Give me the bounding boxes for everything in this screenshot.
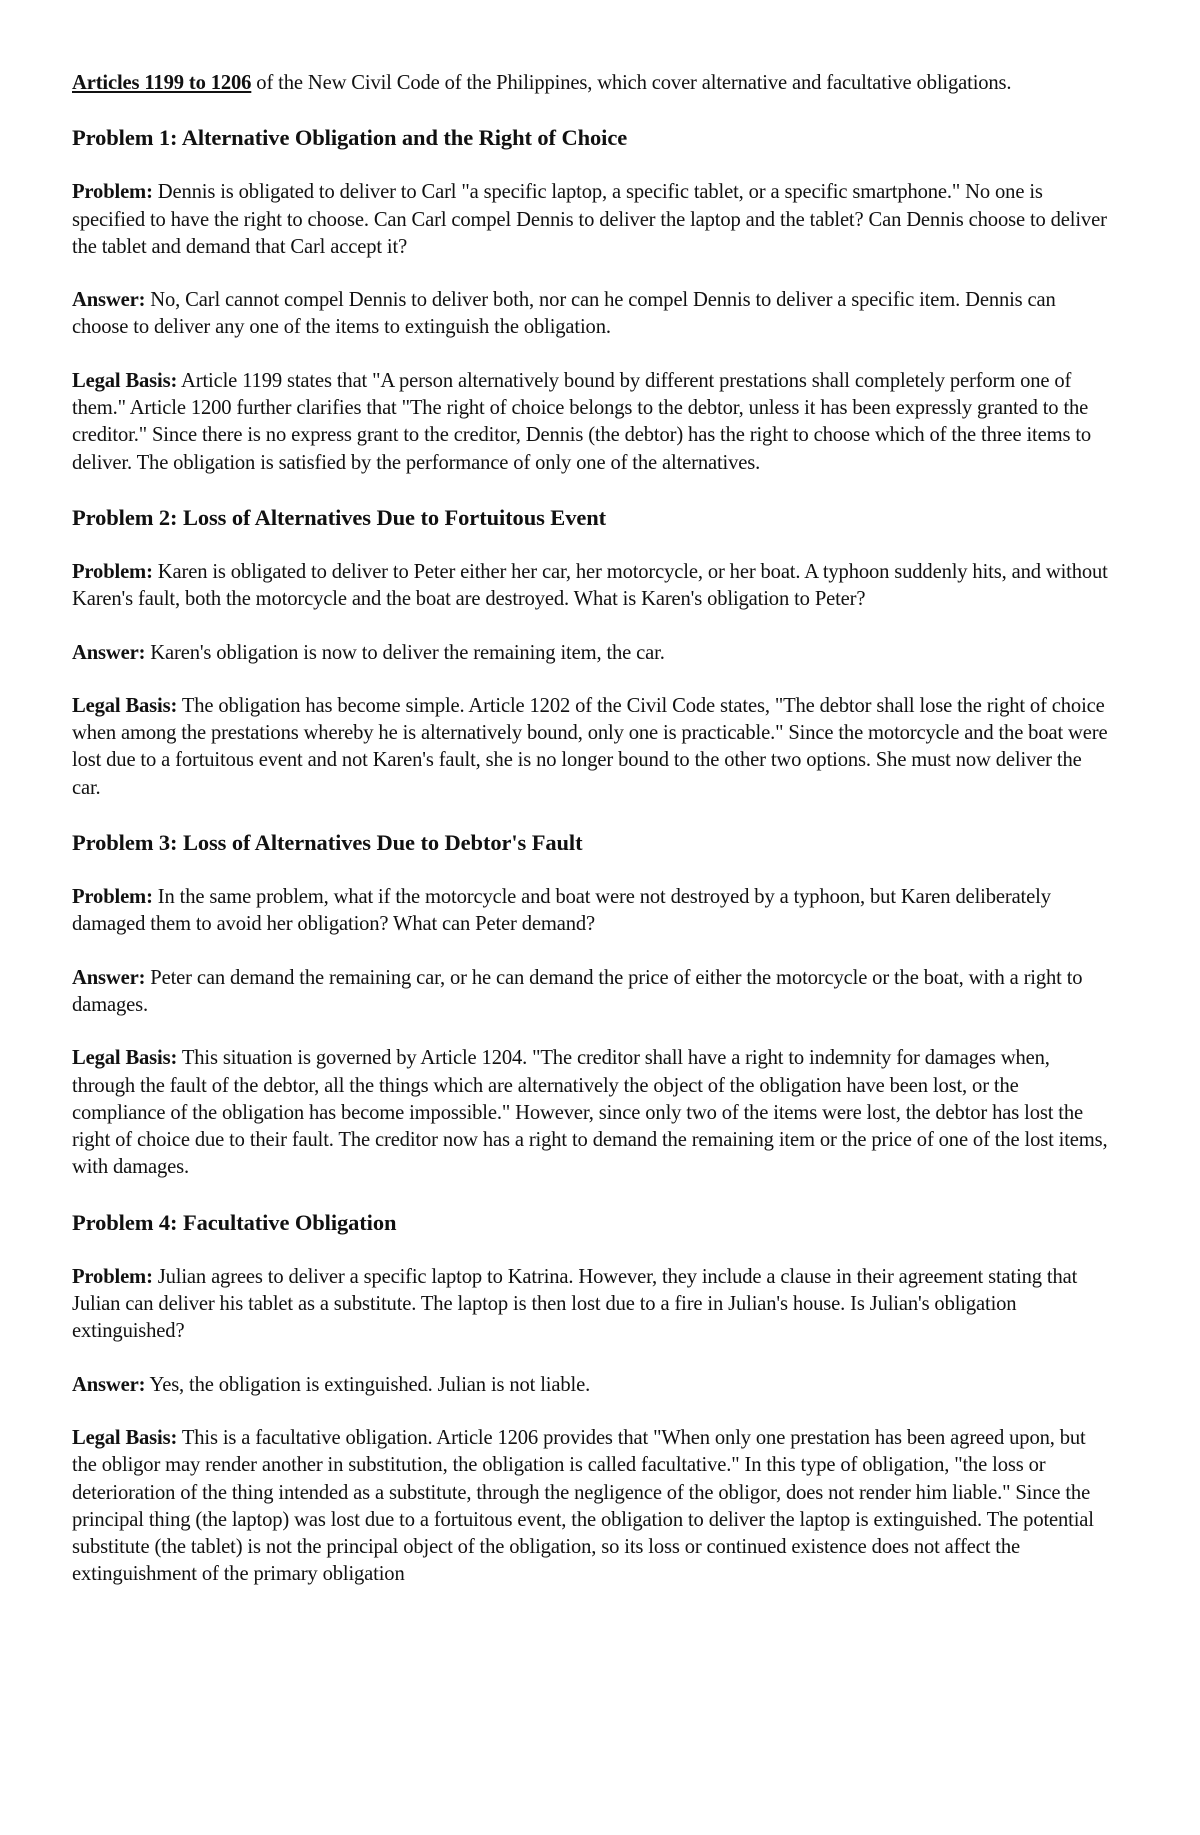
- legal-basis-label: Legal Basis:: [72, 369, 178, 392]
- legal-basis-label: Legal Basis:: [72, 694, 178, 717]
- legal-basis-paragraph: [72, 368, 1112, 477]
- intro-paragraph: [72, 70, 1112, 97]
- legal-basis-label: Legal Basis:: [72, 1047, 178, 1070]
- problem-heading: Problem 3: Loss of Alternatives Due to Debtor's Fault: [72, 830, 583, 856]
- answer-text: Karen's obligation is now to deliver the remaining item, the car.: [145, 641, 665, 664]
- answer-text: No, Carl cannot compel Dennis to deliver both, nor can he compel Dennis to deliver a specific item. Dennis can choose to deliver any one of the items to extinguish the obligation.: [72, 289, 1056, 339]
- legal-basis-text: The obligation has become simple. Article 1202 of the Civil Code states, "The debtor shall lose the right of choice when among the prestations whereby he is alternatively bound, only one is practicable." Since the motorcycle and the boat were lost due to a fortuitous event and not Karen's fault, she is no longer bound to the other two options. She must now deliver the car.: [72, 694, 1108, 799]
- problem-text: Dennis is obligated to deliver to Carl "a specific laptop, a specific tablet, or a specific smartphone." No one is specified to have the right to choose. Can Carl compel Dennis to deliver the laptop and the tablet? Can Dennis choose to deliver the tablet and demand that Carl accept it?: [72, 181, 1107, 258]
- answer-label: Answer:: [72, 1373, 146, 1396]
- answer-text: Yes, the obligation is extinguished. Julian is not liable.: [145, 1373, 591, 1396]
- answer-paragraph: [72, 965, 1112, 1020]
- answer-paragraph: [72, 1372, 1112, 1399]
- answer-label: Answer:: [72, 289, 146, 312]
- intro-text: of the New Civil Code of the Philippines, which cover alternative and facultative obligations.: [251, 72, 1012, 94]
- problem-label: Problem:: [72, 1265, 153, 1288]
- problem-section-2: [72, 503, 1112, 802]
- legal-basis-paragraph: [72, 693, 1112, 802]
- answer-text: Peter can demand the remaining car, or he can demand the price of either the motorcycle or the boat, with a right to damages.: [72, 966, 1083, 1016]
- problem-text: In the same problem, what if the motorcycle and boat were not destroyed by a typhoon, but Karen deliberately damaged them to avoid her obligation? What can Peter demand?: [72, 886, 1051, 936]
- answer-paragraph: [72, 287, 1112, 342]
- problem-heading: Problem 4: Facultative Obligation: [72, 1209, 397, 1235]
- problem-section-1: [72, 123, 1112, 477]
- problem-label: Problem:: [72, 181, 153, 204]
- problem-statement: [72, 1264, 1112, 1346]
- answer-label: Answer:: [72, 966, 146, 989]
- problem-statement: [72, 179, 1112, 261]
- legal-basis-paragraph: [72, 1045, 1112, 1181]
- problem-section-4: [72, 1208, 1112, 1589]
- problem-section-3: [72, 828, 1112, 1182]
- legal-basis-paragraph: [72, 1425, 1112, 1589]
- problem-text: Julian agrees to deliver a specific laptop to Katrina. However, they include a clause in their agreement stating that Julian can deliver his tablet as a substitute. The laptop is then lost due to a fire in Julian's house. Is Julian's obligation extinguished?: [72, 1265, 1078, 1343]
- articles-link: Articles 1199 to 1206: [72, 72, 252, 94]
- answer-label: Answer:: [72, 641, 146, 664]
- problem-statement: [72, 559, 1112, 614]
- legal-basis-label: Legal Basis:: [72, 1426, 178, 1449]
- legal-basis-text: This is a facultative obligation. Article 1206 provides that "When only one prestation has been agreed upon, but the obligor may render another in substitution, the obligation is called facultative." In this type of obligation, "the loss or deterioration of the thing intended as a substitute, through the negligence of the obligor, does not render him liable." Since the principal thing (the laptop) was lost due to a fortuitous event, the obligation to deliver the laptop is extinguished. The potential substitute (the tablet) is not the principal object of the obligation, so its loss or continued existence does not affect the extinguishment of the primary obligation: [72, 1426, 1094, 1586]
- problem-heading: Problem 1: Alternative Obligation and the Right of Choice: [72, 125, 628, 151]
- problem-label: Problem:: [72, 560, 153, 583]
- problem-statement: [72, 884, 1112, 939]
- problem-heading: Problem 2: Loss of Alternatives Due to Fortuitous Event: [72, 504, 607, 530]
- answer-paragraph: [72, 640, 1112, 667]
- document-page: [72, 70, 1112, 1615]
- legal-basis-text: This situation is governed by Article 1204. "The creditor shall have a right to indemnity for damages when, through the fault of the debtor, all the things which are alternatively the object of the obligation have been lost, or the compliance of the obligation has become impossible." However, since only two of the items were lost, the debtor has lost the right of choice due to their fault. The creditor now has a right to demand the remaining item or the price of one of the lost items, with damages.: [72, 1047, 1108, 1179]
- problem-text: Karen is obligated to deliver to Peter either her car, her motorcycle, or her boat. A typhoon suddenly hits, and without Karen's fault, both the motorcycle and the boat are destroyed. What is Karen's obligation to Peter?: [72, 560, 1108, 611]
- legal-basis-text: Article 1199 states that "A person alternatively bound by different prestations shall completely perform one of them." Article 1200 further clarifies that "The right of choice belongs to the debtor, unless it has been expressly granted to the creditor." Since there is no express grant to the creditor, Dennis (the debtor) has the right to choose which of the three items to deliver. The obligation is satisfied by the performance of only one of the alternatives.: [72, 369, 1092, 474]
- problem-label: Problem:: [72, 886, 153, 909]
